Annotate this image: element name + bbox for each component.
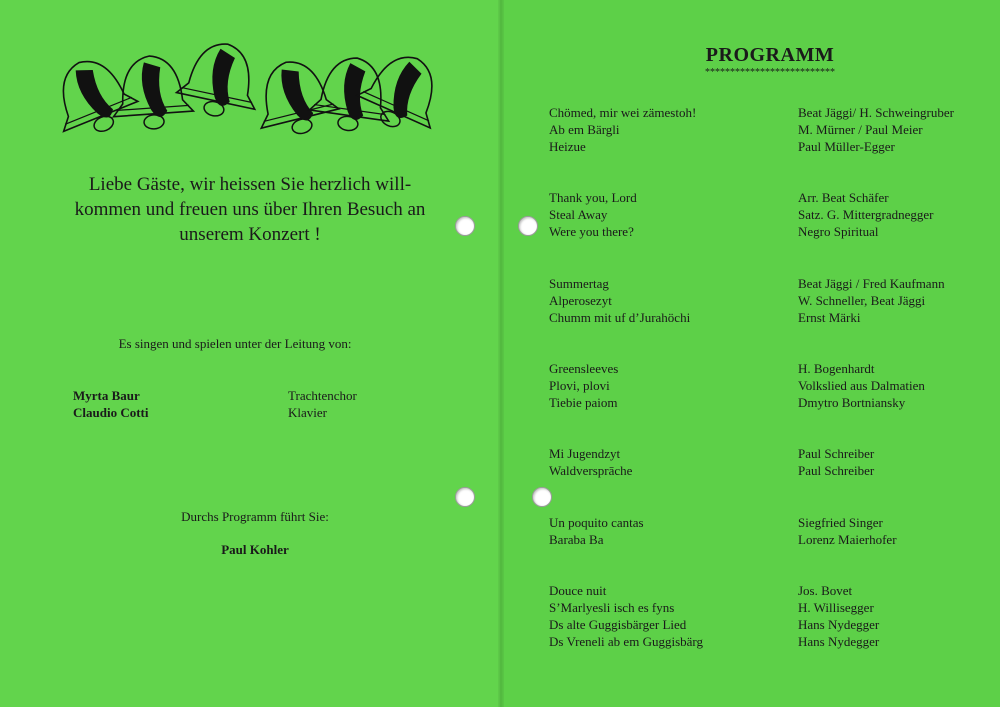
programm-divider: ************************** [705, 67, 835, 78]
song-title: Waldversprāche [549, 463, 633, 478]
welcome-line: unserem Konzert ! [179, 224, 321, 245]
song-composer: Volkslied aus Dalmatien [798, 378, 925, 393]
song-title: Summertag [549, 276, 609, 291]
song-composer: Satz. G. Mittergradnegger [798, 207, 934, 222]
song-composer: Beat Jäggi/ H. Schweingruber [798, 105, 954, 120]
song-title: Ds alte Guggisbärger Lied [549, 617, 687, 632]
song-composer: W. Schneller, Beat Jäggi [798, 293, 926, 308]
host-name: Paul Kohler [221, 542, 289, 557]
song-composer: Hans Nydegger [798, 634, 880, 649]
bells-illustration [30, 8, 450, 148]
song-title: S’Marlyesli isch es fyns [549, 600, 675, 615]
song-title: Ds Vreneli ab em Guggisbärg [549, 634, 703, 649]
song-composer: Siegfried Singer [798, 515, 883, 530]
punch-hole [455, 487, 475, 507]
song-composer: Jos. Bovet [798, 583, 853, 598]
welcome-line: Liebe Gäste, wir heissen Sie herzlich will- [88, 174, 412, 195]
song-title: Chumm mit uf d’Jurahöchi [549, 310, 691, 325]
song-composer: H. Willisegger [798, 600, 874, 615]
song-title: Heizue [549, 139, 586, 154]
song-title: Un poquito cantas [549, 515, 644, 530]
song-composer: Paul Müller-Egger [798, 139, 895, 154]
song-title: Plovi, plovi [549, 378, 610, 393]
song-title: Were you there? [549, 224, 634, 239]
song-composer: Ernst Märki [798, 310, 861, 325]
song-composer: M. Mürner / Paul Meier [798, 122, 923, 137]
punch-hole [455, 216, 475, 236]
performer-role: Trachtenchor [288, 388, 357, 403]
welcome-message [40, 172, 460, 247]
center-fold [498, 0, 504, 707]
song-title: Greensleeves [549, 361, 619, 376]
performers-intro: Es singen und spielen unter der Leitung von: [118, 336, 352, 351]
song-title: Steal Away [549, 207, 608, 222]
song-composer: Beat Jäggi / Fred Kaufmann [798, 276, 945, 291]
song-title: Chömed, mir wei zämestoh! [549, 105, 697, 120]
punch-hole [532, 487, 552, 507]
song-composer: Paul Schreiber [798, 463, 875, 478]
song-composer: Negro Spiritual [798, 224, 879, 239]
song-title: Mi Jugendzyt [549, 446, 621, 461]
right-page [500, 0, 1000, 707]
song-title: Thank you, Lord [549, 190, 637, 205]
host-intro: Durchs Programm führt Sie: [181, 509, 329, 524]
welcome-line: kommen und freuen uns über Ihren Besuch an [74, 199, 426, 220]
performer-name: Myrta Baur [73, 388, 140, 403]
performer-name: Claudio Cotti [73, 405, 149, 420]
song-title: Alperosezyt [549, 293, 612, 308]
song-composer: Lorenz Maierhofer [798, 532, 897, 547]
song-composer: H. Bogenhardt [798, 361, 875, 376]
song-title: Ab em Bärgli [549, 122, 620, 137]
song-title: Douce nuit [549, 583, 607, 598]
song-composer: Hans Nydegger [798, 617, 880, 632]
song-composer: Paul Schreiber [798, 446, 875, 461]
punch-hole [518, 216, 538, 236]
song-composer: Dmytro Bortniansky [798, 395, 906, 410]
song-title: Tiebie paiom [549, 395, 618, 410]
song-title: Baraba Ba [549, 532, 604, 547]
song-composer: Arr. Beat Schäfer [798, 190, 889, 205]
programm-title: PROGRAMM [705, 44, 835, 66]
performer-role: Klavier [288, 405, 327, 420]
